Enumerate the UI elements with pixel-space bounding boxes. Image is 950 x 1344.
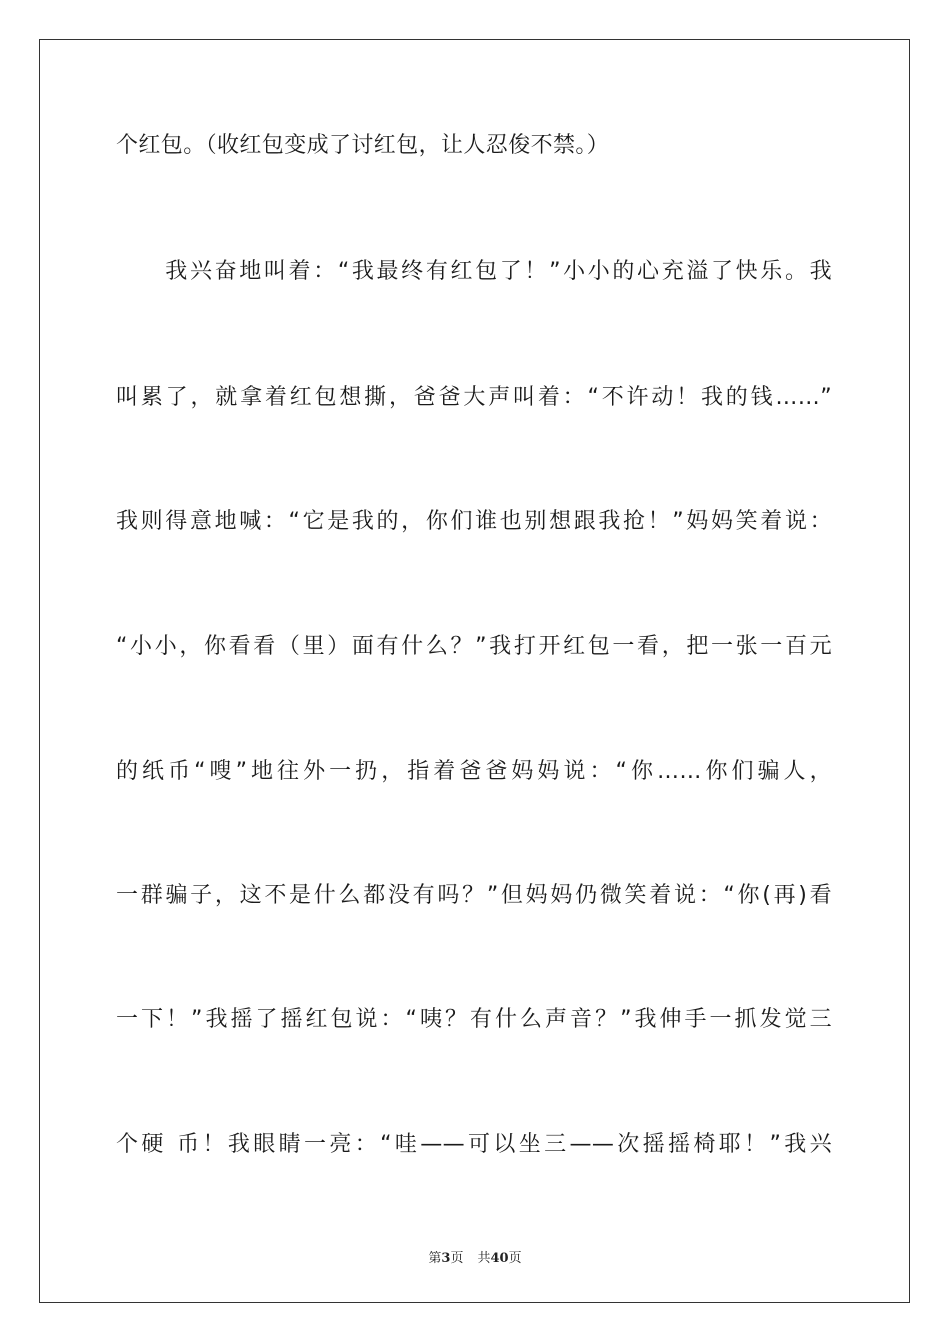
page-border [39, 39, 910, 1303]
page-suffix: 页 [450, 1251, 464, 1266]
text-line-8: 一下！”我摇了摇红包说：“咦？有什么声音？”我伸手一抓发觉三 [116, 1007, 832, 1032]
page-current: 3 [441, 1251, 451, 1266]
text-line-3: 叫累了，就拿着红包想撕，爸爸大声叫着：“不许动！我的钱……” [116, 385, 832, 410]
text-line-5: “小小，你看看（里）面有什么？”我打开红包一看，把一张一百元 [116, 634, 832, 659]
page-total: 40 [490, 1251, 509, 1266]
text-line-2: 我兴奋地叫着：“我最终有红包了！”小小的心充溢了快乐。我 [116, 259, 832, 284]
text-line-7: 一群骗子，这不是什么都没有吗？”但妈妈仍微笑着说：“你(再)看 [116, 883, 832, 908]
text-line-1: 个红包。（收红包变成了讨红包，让人忍俊不禁。） [116, 133, 610, 158]
text-line-4: 我则得意地喊：“它是我的，你们谁也别想跟我抢！”妈妈笑着说： [116, 509, 832, 534]
text-line-9: 个硬 币！我眼睛一亮：“哇——可以坐三——次摇摇椅耶！”我兴 [116, 1132, 832, 1157]
total-prefix: 共 [477, 1251, 491, 1266]
text-line-6: 的纸币“嗖”地往外一扔，指着爸爸妈妈说：“你……你们骗人， [116, 759, 832, 784]
total-suffix: 页 [508, 1251, 522, 1266]
page-prefix: 第 [428, 1251, 442, 1266]
page-footer [0, 1247, 950, 1266]
